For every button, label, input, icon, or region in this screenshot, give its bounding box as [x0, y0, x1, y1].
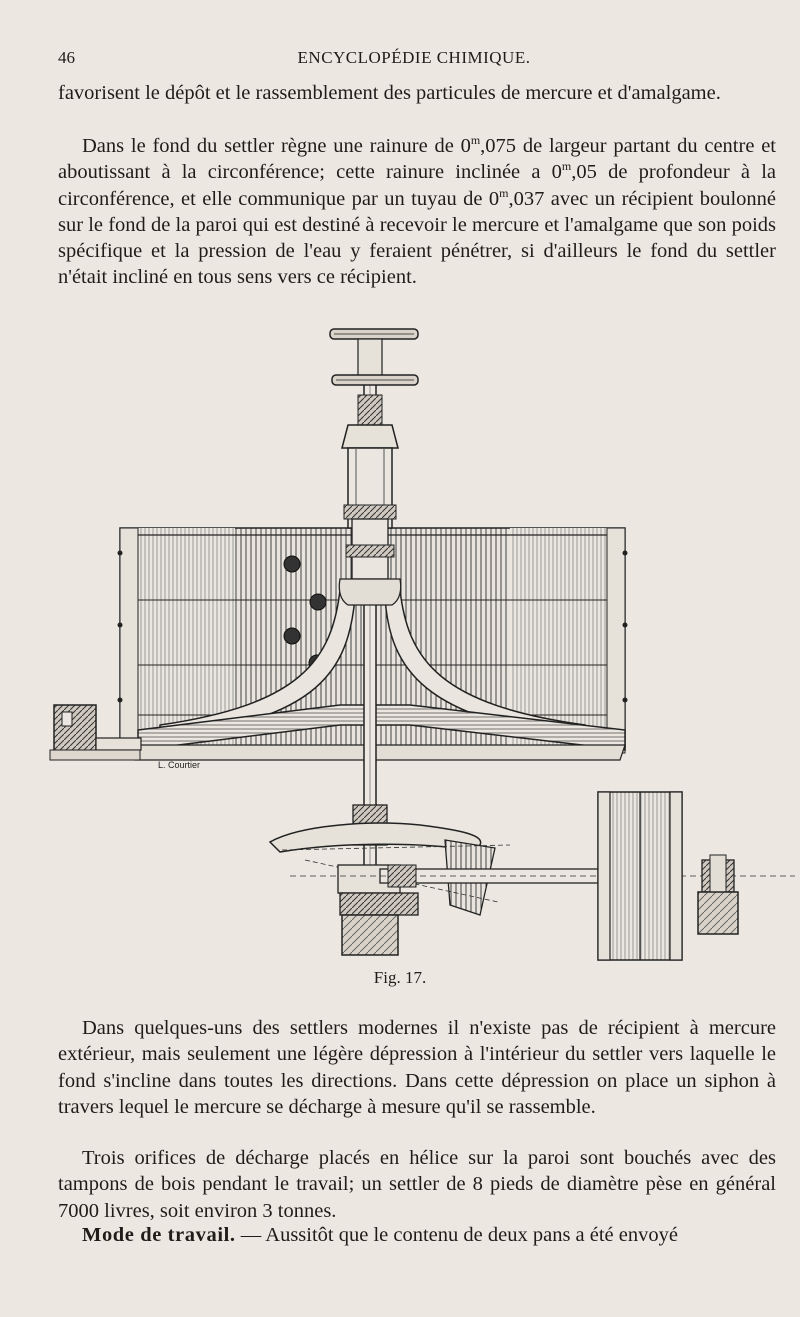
- unit-superscript: m: [561, 159, 572, 174]
- paragraph-text: Trois orifices de décharge placés en hélice sur la paroi sont bouchés avec des tampons de bois pendant le travail; un settler de 8 pieds de diamètre pèse en général 7000 livres, soit environ 3 tonnes.: [58, 1147, 776, 1222]
- handwheel-upper: [330, 329, 418, 339]
- paragraph-text: favorisent le dépôt et le rassemblement des particules de mercure et d'amalgame.: [58, 82, 721, 104]
- page-number: 46: [58, 48, 75, 67]
- settler-illustration: [40, 320, 800, 970]
- paragraph-text: — Aussitôt que le contenu de deux pans a été envoyé: [235, 1224, 678, 1246]
- shaft-bearing: [698, 855, 738, 934]
- text-segment: ,075 de largeur partant du centre et aboutissant à la circonférence; cette rainure inclinée a 0: [58, 135, 776, 184]
- text-segment: Dans le fond du settler règne une rainure de 0: [82, 135, 471, 157]
- paragraph-text: Dans quelques-uns des settlers modernes il n'existe pas de récipient à mercure extérieur, mais seulement une légère dépression à l'intérieur du settler vers laquelle le fond s'incline dans toutes les directions. Dans cette dépression on place un siphon à travers lequel le mercure se décharge à mesure qu'il se rassemble.: [58, 1017, 776, 1118]
- engraver-signature: L. Courtier: [158, 760, 201, 770]
- figure-caption: Fig. 17.: [373, 968, 427, 987]
- paragraph-groove-description: [58, 133, 776, 291]
- paragraph-discharge-orifices: [58, 1145, 776, 1224]
- running-title: ENCYCLOPÉDIE CHIMIQUE.: [297, 48, 531, 67]
- section-heading: Mode de travail.: [82, 1224, 236, 1246]
- paragraph-mode-de-travail: [58, 1222, 776, 1248]
- drive-pulley: [598, 792, 682, 960]
- paragraph-continuation: [58, 80, 776, 106]
- text-segment: ,037 avec un récipient boulonné sur le fond de la paroi qui est destiné à recevoir le mercure et l'amalgame que son poids spécifique et la pression de l'eau y feraient pénétrer, si d'ailleurs le fond du settler n'était incliné en tous sens vers ce récipient.: [58, 187, 776, 289]
- figure-settler-engraving: [40, 320, 800, 970]
- unit-superscript: m: [499, 185, 509, 200]
- text-segment: ,05 de profondeur à la circonférence, et elle communique par un tuyau de 0: [58, 161, 776, 210]
- page-header: [58, 48, 770, 72]
- paragraph-modern-settlers: [58, 1015, 776, 1120]
- handwheel-lower: [332, 375, 418, 385]
- unit-superscript: m: [470, 133, 481, 148]
